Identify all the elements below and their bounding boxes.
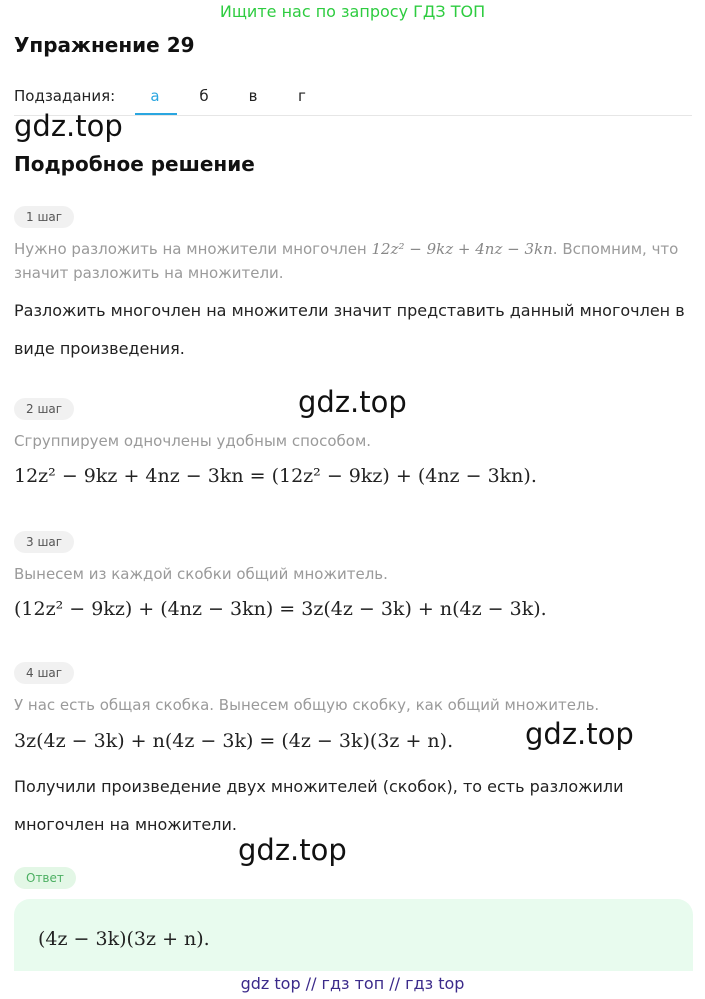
page-title: Упражнение 29 <box>14 33 195 57</box>
step-1-text-after: . Вспомним, что значит разложить на множители. <box>14 240 679 282</box>
step-3-badge: 3 шаг <box>14 531 74 553</box>
step-1-intro <box>14 237 694 285</box>
step-4-text: У нас есть общая скобка. Вынесем общую скобку, как общий множитель. <box>14 696 600 714</box>
watermark: gdz.top <box>238 833 347 867</box>
step-2-badge: 2 шаг <box>14 398 74 420</box>
watermark: gdz.top <box>298 385 407 419</box>
step-1-text: Нужно разложить на множители многочлен <box>14 240 367 258</box>
tab-b[interactable]: б <box>199 87 209 105</box>
step-4-body: Получили произведение двух множителей (скобок), то есть разложили многочлен на множители. <box>14 777 624 834</box>
tab-v[interactable]: в <box>248 87 258 105</box>
footer-links[interactable]: gdz top // гдз топ // гдз top <box>240 974 465 993</box>
watermark: gdz.top <box>525 717 634 751</box>
tab-g[interactable]: г <box>298 87 306 105</box>
step-4-math: 3z(4z − 3k) + n(4z − 3k) = (4z − 3k)(3z + n). <box>14 730 454 752</box>
step-2-math: 12z² − 9kz + 4nz − 3kn = (12z² − 9kz) + (4nz − 3kn). <box>14 465 537 487</box>
step-1-body: Разложить многочлен на множители значит представить данный многочлен в виде произведения. <box>14 301 685 358</box>
step-1-badge: 1 шаг <box>14 206 74 228</box>
watermark: gdz.top <box>14 109 123 143</box>
section-title: Подробное решение <box>14 152 255 176</box>
tab-a[interactable]: а <box>150 87 160 105</box>
step-3-math: (12z² − 9kz) + (4nz − 3kn) = 3z(4z − 3k) + n(4z − 3k). <box>14 598 547 620</box>
subtasks-label: Подзадания: <box>14 87 116 105</box>
top-banner[interactable]: Ищите нас по запросу ГДЗ ТОП <box>219 2 486 21</box>
step-1-math: 12z² − 9kz + 4nz − 3kn <box>371 240 553 258</box>
step-3-text: Вынесем из каждой скобки общий множитель. <box>14 565 388 583</box>
step-2-text: Сгруппируем одночлены удобным способом. <box>14 432 372 450</box>
answer-badge: Ответ <box>14 867 76 889</box>
answer-math: (4z − 3k)(3z + n). <box>38 928 210 950</box>
step-4-badge: 4 шаг <box>14 662 74 684</box>
